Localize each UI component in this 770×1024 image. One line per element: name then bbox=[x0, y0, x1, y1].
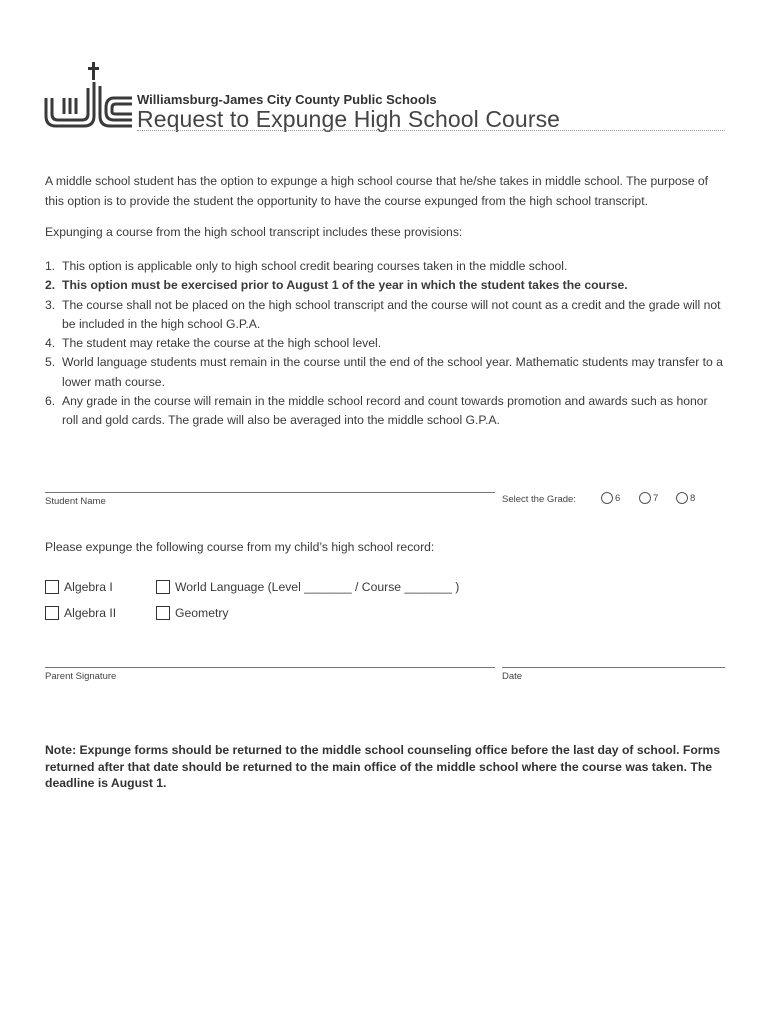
grade-option-7[interactable]: 7 bbox=[639, 492, 658, 504]
intro-paragraph: A middle school student has the option to expunge a high school course that he/she takes in middle school. The purpose of this option is to provide the student the opportunity to have the course expunged from the high school transcript. bbox=[45, 174, 709, 208]
grade-option-8[interactable]: 8 bbox=[676, 492, 695, 504]
radio-icon[interactable] bbox=[676, 492, 688, 504]
list-item: 3. The course shall not be placed on the high school transcript and the course will not count as a credit and the grade will not be included in the high school G.P.A. bbox=[45, 297, 721, 331]
course-world-language[interactable]: World Language (Level _______ / Course _______ ) bbox=[156, 580, 459, 594]
wjc-logo bbox=[44, 62, 134, 128]
checkbox[interactable] bbox=[156, 606, 170, 620]
page-title: Request to Expunge High School Course bbox=[137, 106, 561, 132]
student-name-label: Student Name bbox=[45, 496, 106, 507]
list-item: 6. Any grade in the course will remain in the middle school record and count towards promotion and awards such as honor roll and gold cards. The grade will also be averaged into the middle school G.P.A. bbox=[45, 394, 708, 428]
list-item: 5. World language students must remain in the course until the end of the school year. Mathematic students may transfer to a lower math course. bbox=[45, 355, 723, 389]
course-algebra-1[interactable]: Algebra I bbox=[45, 580, 113, 594]
note-paragraph: Note: Expunge forms should be returned to the middle school counseling office before the last day of school. Forms returned after that date should be returned to the main office of the middle school where the course was taken. The deadline is August 1. bbox=[45, 743, 721, 790]
radio-icon[interactable] bbox=[601, 492, 613, 504]
list-item: 4. The student may retake the course at the high school level. bbox=[45, 336, 382, 351]
checkbox[interactable] bbox=[45, 606, 59, 620]
district-name: Williamsburg-James City County Public Schools bbox=[137, 92, 437, 107]
expunge-heading: Please expunge the following course from my child’s high school record: bbox=[45, 540, 435, 554]
grade-option-6[interactable]: 6 bbox=[601, 492, 620, 504]
list-item: 1. This option is applicable only to high school credit bearing courses taken in the middle school. bbox=[45, 259, 568, 273]
date-field[interactable] bbox=[502, 667, 725, 668]
provisions-heading: Expunging a course from the high school transcript includes these provisions: bbox=[45, 225, 463, 239]
radio-icon[interactable] bbox=[639, 492, 651, 504]
grade-label: Select the Grade: bbox=[502, 494, 576, 505]
parent-signature-field[interactable] bbox=[45, 667, 495, 668]
list-item: 2. This option must be exercised prior to August 1 of the year in which the student takes the course. bbox=[45, 278, 628, 293]
checkbox[interactable] bbox=[45, 580, 59, 594]
student-name-field[interactable] bbox=[45, 492, 495, 493]
course-algebra-2[interactable]: Algebra II bbox=[45, 606, 116, 620]
parent-signature-label: Parent Signature bbox=[45, 671, 117, 682]
title-divider bbox=[137, 130, 725, 131]
course-geometry[interactable]: Geometry bbox=[156, 606, 229, 620]
checkbox[interactable] bbox=[156, 580, 170, 594]
date-label: Date bbox=[502, 671, 523, 682]
provisions-list bbox=[45, 257, 727, 431]
